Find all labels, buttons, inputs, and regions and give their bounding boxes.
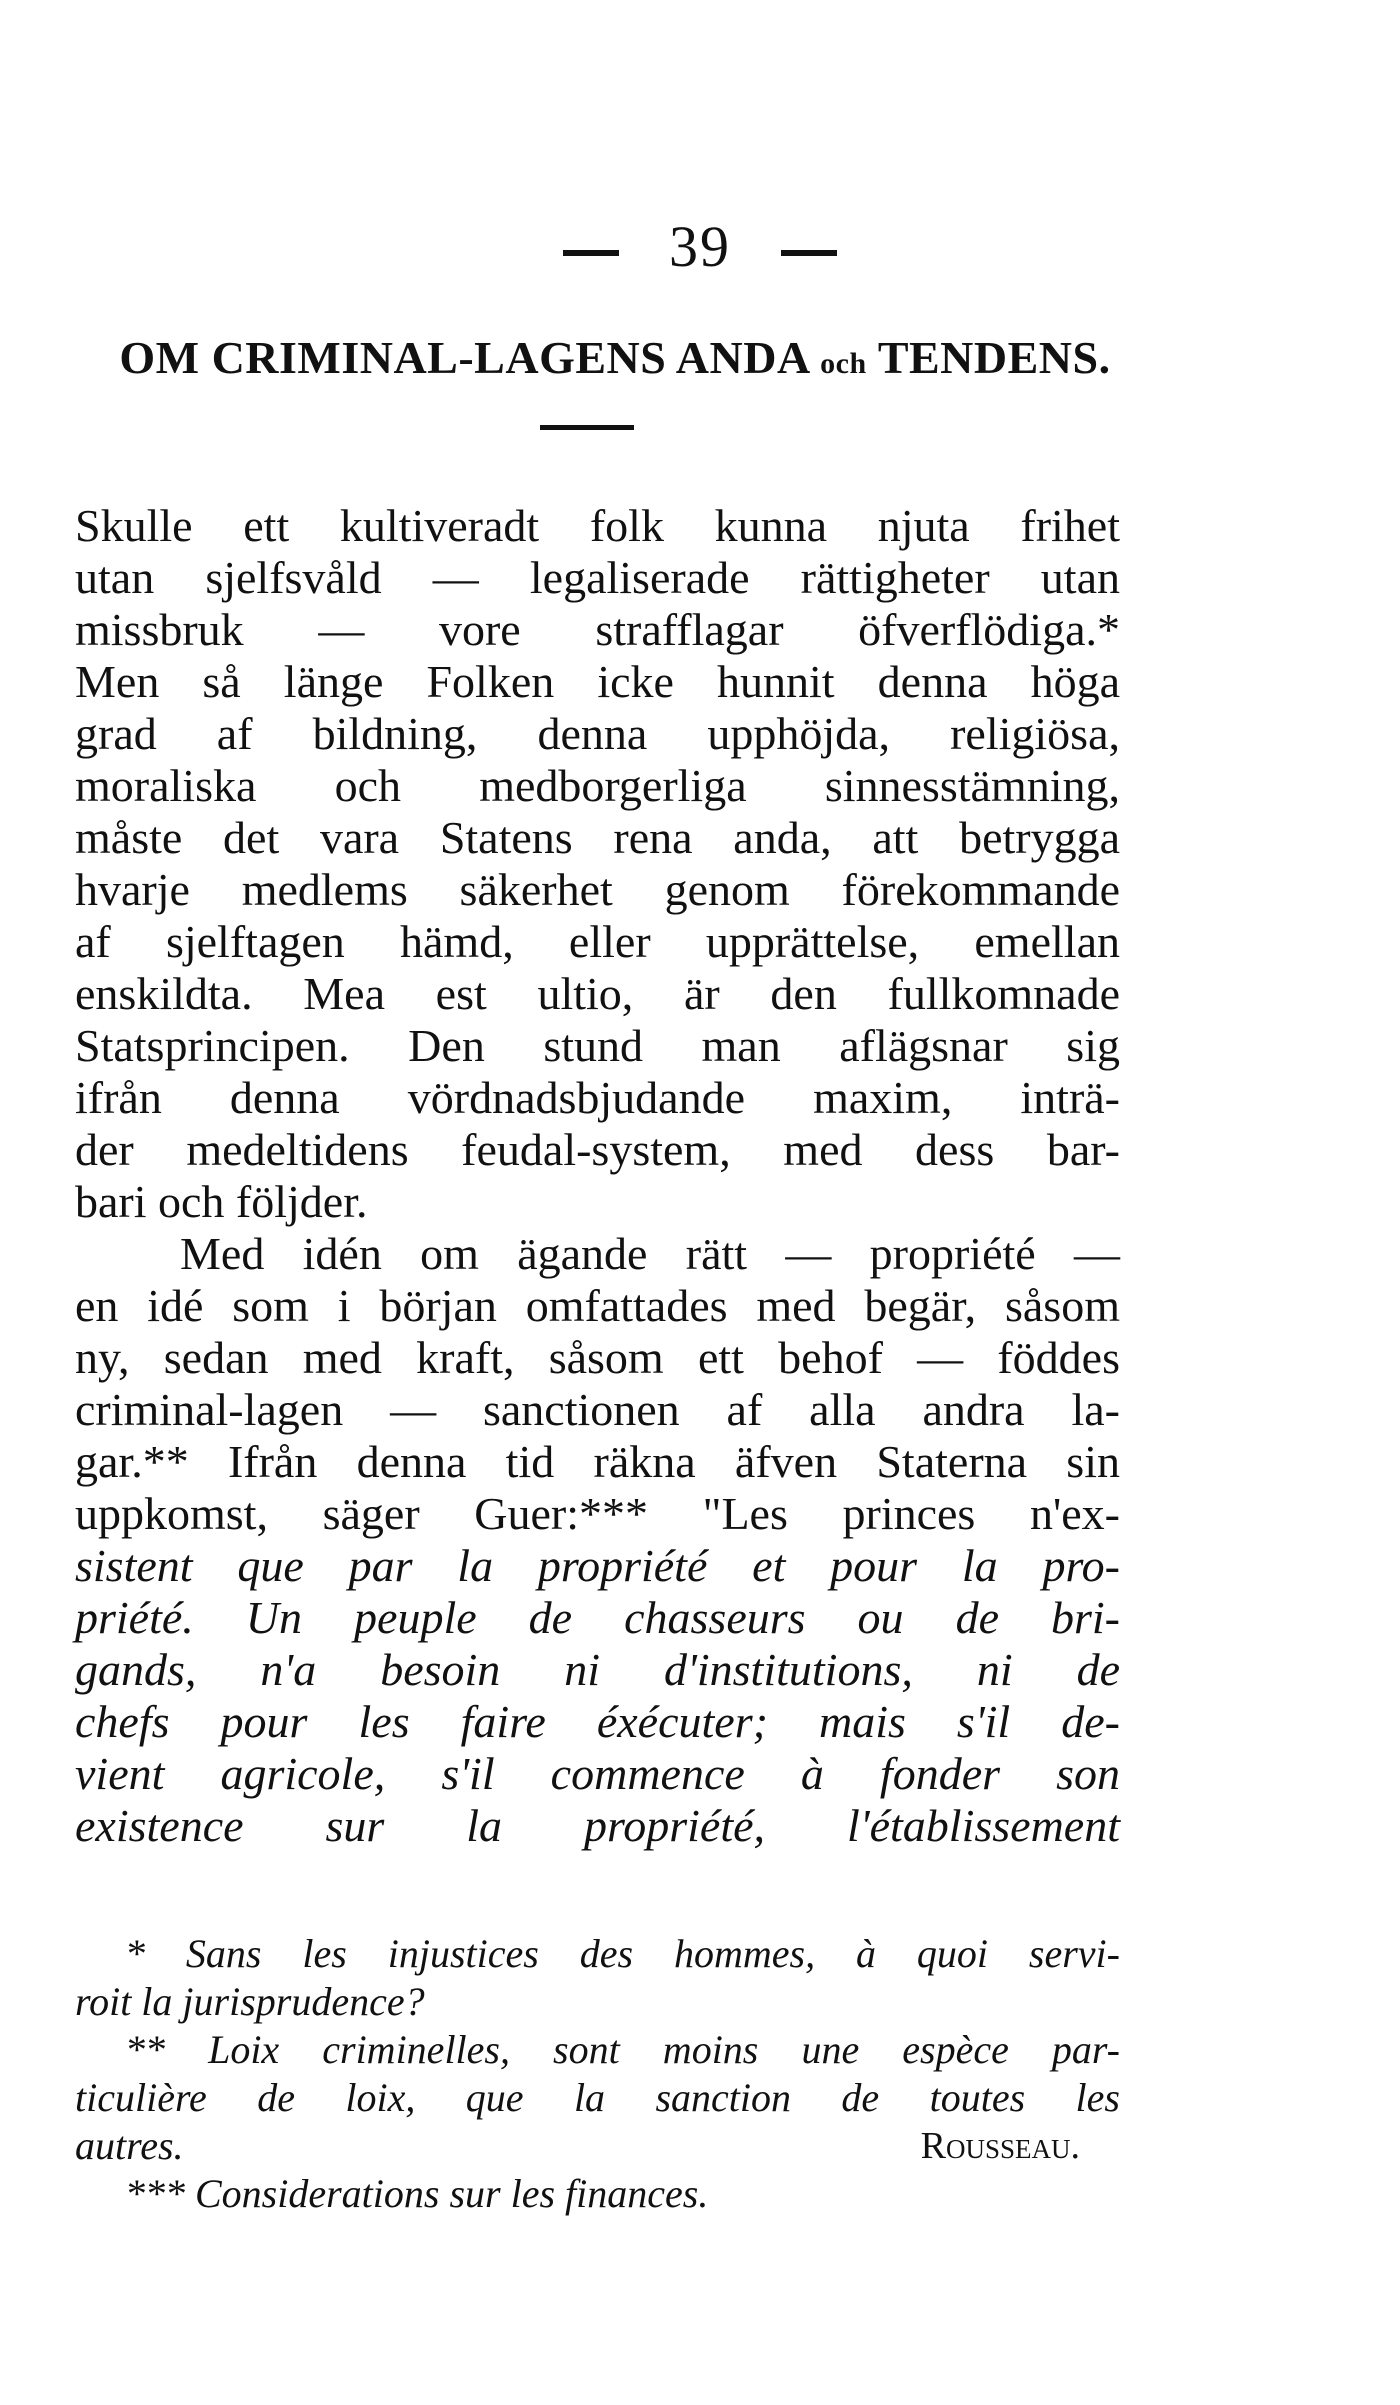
body-text (75, 500, 1120, 1852)
footnote-line: * Sans les injustices des hommes, à quoi servi- (125, 1931, 1120, 1976)
text-line: af sjelftagen hämd, eller upprättelse, emellan (75, 916, 1120, 967)
footnote-line: roit la jurisprudence? (75, 1979, 425, 2024)
title-rule (540, 425, 634, 430)
text-line: vient agricole, s'il commence à fonder son (75, 1748, 1120, 1799)
footnote-line: *** Considerations sur les finances. (125, 2171, 709, 2216)
text-line: criminal-lagen — sanctionen af alla andra la- (75, 1384, 1120, 1435)
text-line: hvarje medlems säkerhet genom förekommande (75, 864, 1120, 915)
text-line: der medeltidens feudal-system, med dess bar- (75, 1124, 1120, 1175)
title-small: och (820, 347, 867, 380)
text-line: utan sjelfsvåld — legaliserade rättigheter utan (75, 552, 1120, 603)
footnote-line: autres. (75, 2123, 184, 2168)
footnotes (75, 1930, 1120, 2218)
title-main: OM CRIMINAL-LAGENS ANDA (119, 332, 809, 383)
text-line: gands, n'a besoin ni d'institutions, ni de (75, 1644, 1120, 1695)
text-line: måste det vara Statens rena anda, att betrygga (75, 812, 1120, 863)
footnote-author: Rousseau. (920, 2125, 1080, 2167)
text-line: existence sur la propriété, l'établissement (75, 1800, 1120, 1851)
text-line: Statsprincipen. Den stund man aflägsnar sig (75, 1020, 1120, 1071)
text-line: priété. Un peuple de chasseurs ou de bri- (75, 1592, 1120, 1643)
text-line: grad af bildning, denna upphöjda, religiösa, (75, 708, 1120, 759)
header-dash-right (781, 250, 837, 256)
chapter-title (95, 330, 1135, 392)
text-line: uppkomst, säger Guer:*** "Les princes n'ex- (75, 1488, 1120, 1539)
text-line: moraliska och medborgerliga sinnesstämning, (75, 760, 1120, 811)
text-line: bari och följder. (75, 1176, 368, 1227)
text-line: Med idén om ägande rätt — propriété — (180, 1228, 1120, 1279)
text-line: missbruk — vore strafflagar öfverflödiga.* (75, 604, 1120, 655)
footnote-line-with-author (75, 2122, 1120, 2170)
page-number: 39 (669, 214, 731, 279)
header-dash-left (563, 250, 619, 256)
text-line: Skulle ett kultiveradt folk kunna njuta frihet (75, 500, 1120, 551)
footnote-line: ticulière de loix, que la sanction de toutes les (75, 2075, 1120, 2120)
text-line: ifrån denna vördnadsbjudande maxim, inträ- (75, 1072, 1120, 1123)
text-line: enskildta. Mea est ultio, är den fullkomnade (75, 968, 1120, 1019)
text-line: gar.** Ifrån denna tid räkna äfven Staterna sin (75, 1436, 1120, 1487)
text-line: en idé som i början omfattades med begär, såsom (75, 1280, 1120, 1331)
footnote-line: ** Loix criminelles, sont moins une espèce par- (125, 2027, 1120, 2072)
text-line: sistent que par la propriété et pour la pro- (75, 1540, 1120, 1591)
text-line: Men så länge Folken icke hunnit denna höga (75, 656, 1120, 707)
page-header (0, 212, 1400, 282)
text-line: ny, sedan med kraft, såsom ett behof — föddes (75, 1332, 1120, 1383)
title-end: TENDENS. (877, 332, 1111, 383)
text-line: chefs pour les faire éxécuter; mais s'il de- (75, 1696, 1120, 1747)
